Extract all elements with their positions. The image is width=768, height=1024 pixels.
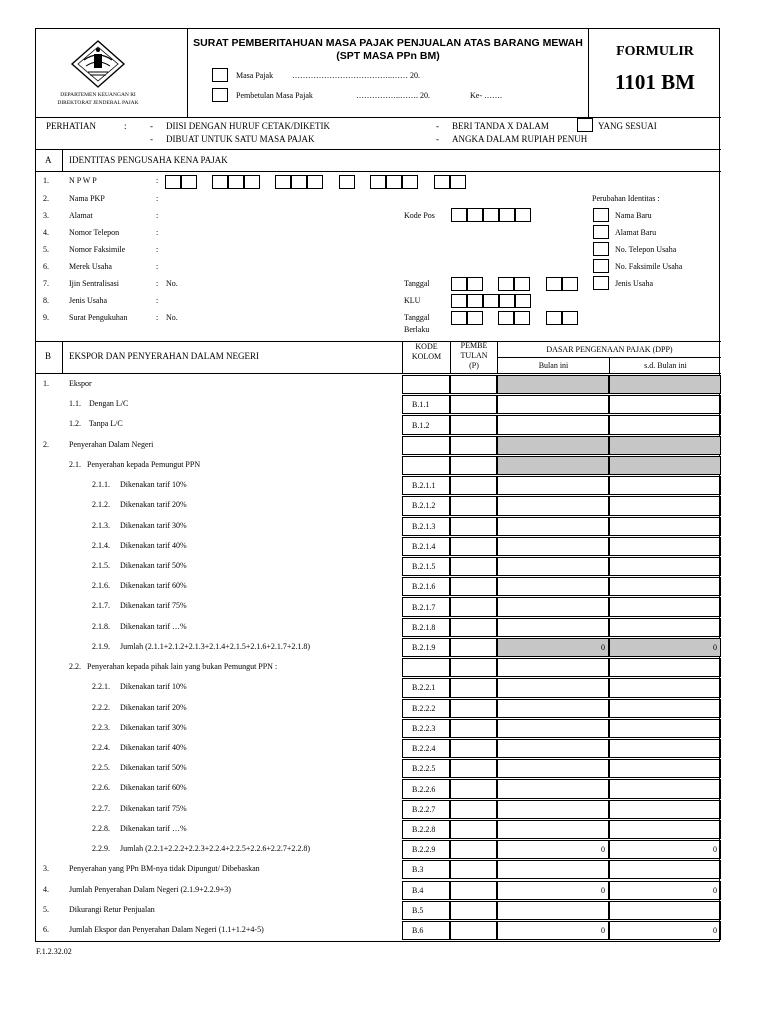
field-colon: :: [156, 228, 159, 237]
digit-box[interactable]: [467, 208, 483, 222]
field-input[interactable]: [166, 260, 396, 273]
kode-kolom-cell: B.2.1.5: [402, 557, 450, 576]
dpp-bulan-ini-cell[interactable]: [497, 456, 609, 475]
tanggal-berlaku-label-2: Berlaku: [404, 325, 430, 334]
field-label: Merek Usaha: [69, 262, 112, 271]
kode-kolom-cell: B.2.2.2: [402, 699, 450, 718]
pembetulan-cell[interactable]: [450, 881, 497, 900]
kode-kolom-cell: [402, 436, 450, 455]
kode-kolom-cell: B.3: [402, 860, 450, 879]
dpp-bulan-ini-cell[interactable]: [497, 577, 609, 596]
row-number: 6.: [43, 262, 49, 271]
row-label: 2.1.8. Dikenakan tarif …%: [92, 621, 187, 631]
row-label: Penyerahan yang PPn BM-nya tidak Dipungut/ Dibebaskan: [69, 864, 260, 874]
dpp-sd-bulan-ini-cell[interactable]: [609, 415, 721, 434]
dpp-sd-bulan-ini-cell[interactable]: [609, 375, 721, 394]
digit-box[interactable]: [451, 294, 467, 308]
row-label: Dikurangi Retur Penjualan: [69, 904, 155, 914]
dpp-sd-bulan-ini-cell[interactable]: [609, 618, 721, 637]
dpp-bulan-ini-cell[interactable]: [497, 800, 609, 819]
kode-kolom-cell: B.2.2.8: [402, 820, 450, 839]
pembetulan-header-3: (P): [469, 361, 479, 370]
example-checkbox: [577, 118, 593, 132]
dpp-bulan-ini-cell[interactable]: 0: [497, 881, 609, 900]
dpp-bulan-ini-cell[interactable]: [497, 901, 609, 920]
digit-box[interactable]: [546, 311, 562, 325]
digit-box[interactable]: [515, 208, 531, 222]
row-number: 5.: [43, 245, 49, 254]
row-number: 3.: [43, 211, 49, 220]
pembetulan-cell[interactable]: [450, 840, 497, 859]
dpp-sd-bulan-ini-cell[interactable]: [609, 537, 721, 556]
logo-caption-1: DEPARTEMEN KEUANGAN RI: [60, 92, 136, 98]
digit-box[interactable]: [546, 277, 562, 291]
pembetulan-cell[interactable]: [450, 860, 497, 879]
row-label: 2.1.6. Dikenakan tarif 60%: [92, 581, 187, 591]
dpp-sd-bulan-ini-cell[interactable]: [609, 597, 721, 616]
field-label: Alamat: [69, 211, 93, 220]
dpp-sd-bulan-ini-cell[interactable]: [609, 901, 721, 920]
masa-pajak-field[interactable]: ………………………………..…… 20.: [292, 71, 420, 80]
pembetulan-header: PEMBE: [460, 341, 488, 350]
sd-bulan-ini-header: s.d. Bulan ini: [644, 361, 687, 370]
row-number: 4.: [43, 228, 49, 237]
digit-box[interactable]: [467, 294, 483, 308]
notice-item-1: DIISI DENGAN HURUF CETAK/DIKETIK: [166, 121, 331, 131]
digit-box[interactable]: [514, 277, 530, 291]
notice-item-3: BERI TANDA X DALAM: [452, 121, 549, 131]
tanggal-label: Tanggal: [404, 279, 430, 288]
dpp-bulan-ini-cell[interactable]: [497, 860, 609, 879]
digit-box[interactable]: [370, 175, 386, 189]
pembetulan-cell[interactable]: [450, 921, 497, 940]
tanggal-berlaku-label: Tanggal: [404, 313, 430, 322]
field-colon: :: [156, 194, 159, 203]
field-input[interactable]: [166, 226, 396, 239]
row-number: 8.: [43, 296, 49, 305]
kode-kolom-cell: B.2.2.4: [402, 739, 450, 758]
pembetulan-cell[interactable]: [450, 800, 497, 819]
row-label: 2.2.1. Dikenakan tarif 10%: [92, 682, 187, 692]
notice-item-3b: YANG SESUAI: [598, 121, 657, 131]
row-number: 2.: [43, 194, 49, 203]
pembetulan-cell[interactable]: [450, 618, 497, 637]
pembetulan-cell[interactable]: [450, 375, 497, 394]
row-label: 2.2. Penyerahan kepada pihak lain yang bukan Pemungut PPN :: [69, 662, 278, 672]
digit-box[interactable]: [212, 175, 228, 189]
kode-kolom-cell: B.5: [402, 901, 450, 920]
dpp-sd-bulan-ini-cell[interactable]: [609, 800, 721, 819]
digit-box[interactable]: [451, 208, 467, 222]
perubahan-checkbox[interactable]: [593, 225, 609, 239]
digit-box[interactable]: [228, 175, 244, 189]
dpp-bulan-ini-cell[interactable]: [497, 658, 609, 677]
perubahan-label: Nama Baru: [615, 211, 652, 220]
digit-box[interactable]: [498, 277, 514, 291]
kode-kolom-cell: B.1.1: [402, 395, 450, 414]
pembetulan-header-2: TULAN: [460, 351, 488, 360]
dpp-bulan-ini-cell[interactable]: [497, 415, 609, 434]
pembetulan-cell[interactable]: [450, 496, 497, 515]
digit-box[interactable]: [434, 175, 450, 189]
dpp-sd-bulan-ini-cell[interactable]: 0: [609, 881, 721, 900]
dpp-bulan-ini-cell[interactable]: [497, 395, 609, 414]
divider: [497, 357, 721, 358]
kode-kolom-cell: B.2.1.9: [402, 638, 450, 657]
digit-box[interactable]: [450, 175, 466, 189]
divider: [35, 373, 721, 374]
digit-box[interactable]: [386, 175, 402, 189]
field-label: Nomor Telepon: [69, 228, 120, 237]
pembetulan-ke-field[interactable]: Ke- …….: [470, 91, 502, 100]
dpp-sd-bulan-ini-cell[interactable]: [609, 517, 721, 536]
row-label: Jumlah Ekspor dan Penyerahan Dalam Negeri (1.1+1.2+4-5): [69, 924, 264, 934]
perubahan-checkbox[interactable]: [593, 276, 609, 290]
notice-dash: -: [150, 134, 153, 144]
kode-kolom-header-2: KOLOM: [411, 352, 442, 361]
kode-kolom-cell: B.1.2: [402, 415, 450, 434]
row-label: Jumlah Penyerahan Dalam Negeri (2.1.9+2.2.9+3): [69, 884, 231, 894]
perubahan-identitas-title: Perubahan Identitas :: [592, 194, 660, 203]
kode-kolom-cell: B.2.2.6: [402, 779, 450, 798]
pembetulan-cell[interactable]: [450, 597, 497, 616]
kode-pos-label: Kode Pos: [404, 211, 435, 220]
dpp-bulan-ini-cell[interactable]: [497, 759, 609, 778]
row-label: Ekspor: [69, 379, 92, 388]
dpp-sd-bulan-ini-cell[interactable]: [609, 395, 721, 414]
field-colon: :: [156, 296, 159, 305]
digit-box[interactable]: [402, 175, 418, 189]
field-input[interactable]: [166, 192, 396, 205]
perubahan-label: Jenis Usaha: [615, 279, 653, 288]
row-number: 7.: [43, 279, 49, 288]
digit-box[interactable]: [483, 208, 499, 222]
divider: [35, 341, 721, 342]
form-code: 1101 BM: [615, 70, 695, 94]
digit-box[interactable]: [467, 311, 483, 325]
form-reference: F.1.2.32.02: [36, 947, 72, 956]
perubahan-label: No. Faksimile Usaha: [615, 262, 683, 271]
perubahan-checkbox[interactable]: [593, 208, 609, 222]
digit-box[interactable]: [339, 175, 355, 189]
row-label: 2.1. Penyerahan kepada Pemungut PPN: [69, 459, 201, 469]
divider: [62, 341, 63, 373]
pembetulan-cell[interactable]: [450, 779, 497, 798]
field-colon: :: [156, 262, 159, 271]
dpp-bulan-ini-cell[interactable]: 0: [497, 840, 609, 859]
dpp-bulan-ini-cell[interactable]: [497, 739, 609, 758]
row-number: 4.: [43, 884, 49, 894]
dpp-bulan-ini-cell[interactable]: [497, 678, 609, 697]
kode-kolom-cell: B.2.1.1: [402, 476, 450, 495]
kode-kolom-cell: B.2.2.5: [402, 759, 450, 778]
digit-box[interactable]: [483, 294, 499, 308]
pembetulan-cell[interactable]: [450, 476, 497, 495]
pembetulan-cell[interactable]: [450, 901, 497, 920]
no-label: No.: [166, 313, 178, 322]
field-colon: :: [156, 176, 159, 185]
digit-box[interactable]: [514, 311, 530, 325]
dpp-sd-bulan-ini-cell[interactable]: [609, 779, 721, 798]
pembetulan-cell[interactable]: [450, 517, 497, 536]
dpp-sd-bulan-ini-cell[interactable]: [609, 719, 721, 738]
notice-colon: :: [124, 121, 127, 131]
row-number: 1.: [43, 176, 49, 185]
notice-dash: -: [150, 121, 153, 131]
kode-kolom-cell: B.2.2.7: [402, 800, 450, 819]
divider: [35, 117, 721, 118]
pembetulan-field[interactable]: ……………..……. 20.: [356, 91, 430, 100]
field-colon: :: [156, 245, 159, 254]
dpp-sd-bulan-ini-cell[interactable]: [609, 456, 721, 475]
kode-kolom-cell: B.2.2.9: [402, 840, 450, 859]
field-label: Jenis Usaha: [69, 296, 107, 305]
dpp-bulan-ini-cell[interactable]: [497, 719, 609, 738]
pembetulan-cell[interactable]: [450, 557, 497, 576]
dpp-sd-bulan-ini-cell[interactable]: [609, 739, 721, 758]
pembetulan-cell[interactable]: [450, 537, 497, 556]
dpp-sd-bulan-ini-cell[interactable]: [609, 820, 721, 839]
pembetulan-cell[interactable]: [450, 638, 497, 657]
dpp-sd-bulan-ini-cell[interactable]: [609, 577, 721, 596]
row-label: 2.1.1. Dikenakan tarif 10%: [92, 480, 187, 490]
row-label: Penyerahan Dalam Negeri: [69, 439, 154, 449]
digit-box[interactable]: [562, 277, 578, 291]
dpp-bulan-ini-cell[interactable]: [497, 597, 609, 616]
garuda-emblem-icon: [62, 38, 134, 90]
kode-kolom-cell: B.2.1.6: [402, 577, 450, 596]
digit-box[interactable]: [244, 175, 260, 189]
pembetulan-cell[interactable]: [450, 456, 497, 475]
dpp-sd-bulan-ini-cell[interactable]: [609, 476, 721, 495]
kode-kolom-cell: [402, 456, 450, 475]
digit-box[interactable]: [181, 175, 197, 189]
dpp-bulan-ini-cell[interactable]: [497, 496, 609, 515]
dpp-bulan-ini-cell[interactable]: 0: [497, 921, 609, 940]
pembetulan-cell[interactable]: [450, 577, 497, 596]
perubahan-checkbox[interactable]: [593, 242, 609, 256]
field-label: Nama PKP: [69, 194, 105, 203]
kode-kolom-cell: [402, 375, 450, 394]
dpp-bulan-ini-cell[interactable]: 0: [497, 638, 609, 657]
row-number: 6.: [43, 924, 49, 934]
dpp-sd-bulan-ini-cell[interactable]: [609, 860, 721, 879]
row-number: 2.: [43, 439, 49, 449]
dpp-bulan-ini-cell[interactable]: [497, 517, 609, 536]
field-label: Nomor Faksimile: [69, 245, 126, 254]
digit-box[interactable]: [291, 175, 307, 189]
kode-kolom-cell: B.2.2.1: [402, 678, 450, 697]
pembetulan-cell[interactable]: [450, 759, 497, 778]
row-label: 2.1.7. Dikenakan tarif 75%: [92, 601, 187, 611]
logo-caption-2: DIREKTORAT JENDERAL PAJAK: [57, 100, 139, 106]
kode-kolom-cell: B.4: [402, 881, 450, 900]
kode-kolom-cell: B.2.1.3: [402, 517, 450, 536]
pembetulan-cell[interactable]: [450, 719, 497, 738]
pembetulan-cell[interactable]: [450, 699, 497, 718]
form-title: SURAT PEMBERITAHUAN MASA PAJAK PENJUALAN ATAS BARANG MEWAH: [193, 37, 583, 49]
field-label: Ijin Sentralisasi: [69, 279, 119, 288]
section-a-letter: A: [45, 155, 52, 165]
row-label: 2.1.2. Dikenakan tarif 20%: [92, 500, 187, 510]
row-label: 2.1.3. Dikenakan tarif 30%: [92, 520, 187, 530]
row-label: 1.1. Dengan L/C: [69, 399, 129, 409]
pembetulan-cell[interactable]: [450, 436, 497, 455]
dpp-bulan-ini-cell[interactable]: [497, 537, 609, 556]
digit-box[interactable]: [499, 208, 515, 222]
row-label: 2.2.7. Dikenakan tarif 75%: [92, 803, 187, 813]
row-number: 1.: [43, 379, 49, 388]
dpp-bulan-ini-cell[interactable]: [497, 375, 609, 394]
digit-box[interactable]: [498, 311, 514, 325]
dpp-bulan-ini-cell[interactable]: [497, 779, 609, 798]
pembetulan-cell[interactable]: [450, 678, 497, 697]
row-label: 2.2.3. Dikenakan tarif 30%: [92, 722, 187, 732]
pembetulan-label: Pembetulan Masa Pajak: [236, 91, 313, 100]
field-colon: :: [156, 279, 159, 288]
row-label: 2.2.9. Jumlah (2.2.1+2.2.2+2.2.3+2.2.4+2.2.5+2.2.6+2.2.7+2.2.8): [92, 844, 311, 854]
dpp-sd-bulan-ini-cell[interactable]: 0: [609, 921, 721, 940]
row-label: 2.1.4. Dikenakan tarif 40%: [92, 540, 187, 550]
digit-box[interactable]: [165, 175, 181, 189]
no-label: No.: [166, 279, 178, 288]
pembetulan-cell[interactable]: [450, 415, 497, 434]
notice-item-2: DIBUAT UNTUK SATU MASA PAJAK: [166, 134, 315, 144]
row-number: 3.: [43, 864, 49, 874]
dpp-sd-bulan-ini-cell[interactable]: [609, 496, 721, 515]
dpp-bulan-ini-cell[interactable]: [497, 557, 609, 576]
pembetulan-cell[interactable]: [450, 395, 497, 414]
dpp-sd-bulan-ini-cell[interactable]: [609, 658, 721, 677]
notice-item-4: ANGKA DALAM RUPIAH PENUH: [452, 134, 588, 144]
kode-kolom-cell: B.2.1.7: [402, 597, 450, 616]
kode-kolom-cell: B.2.1.2: [402, 496, 450, 515]
kode-kolom-header: KODE: [415, 342, 438, 351]
row-number: 5.: [43, 904, 49, 914]
notice-dash: -: [436, 121, 439, 131]
dpp-bulan-ini-cell[interactable]: [497, 820, 609, 839]
row-label: 2.1.5. Dikenakan tarif 50%: [92, 560, 187, 570]
bulan-ini-header: Bulan ini: [538, 361, 569, 370]
divider: [35, 149, 721, 150]
digit-box[interactable]: [451, 277, 467, 291]
form-subtitle: (SPT MASA PPn BM): [336, 50, 440, 62]
field-label: N P W P: [69, 176, 97, 185]
row-label: 2.2.5. Dikenakan tarif 50%: [92, 763, 187, 773]
digit-box[interactable]: [451, 311, 467, 325]
dpp-bulan-ini-cell[interactable]: [497, 699, 609, 718]
row-label: 1.2. Tanpa L/C: [69, 419, 123, 429]
masa-pajak-label: Masa Pajak: [236, 71, 274, 80]
perubahan-label: Alamat Baru: [615, 228, 657, 237]
dpp-bulan-ini-cell[interactable]: [497, 436, 609, 455]
digit-box[interactable]: [499, 294, 515, 308]
section-b-letter: B: [45, 351, 52, 361]
kode-kolom-cell: B.2.2.3: [402, 719, 450, 738]
digit-box[interactable]: [275, 175, 291, 189]
field-label: Surat Pengukuhan: [69, 313, 128, 322]
kode-kolom-cell: B.2.1.4: [402, 537, 450, 556]
dpp-sd-bulan-ini-cell[interactable]: [609, 436, 721, 455]
dpp-bulan-ini-cell[interactable]: [497, 618, 609, 637]
perubahan-label: No. Telepon Usaha: [615, 245, 677, 254]
divider: [62, 149, 63, 171]
dpp-header: DASAR PENGENAAN PAJAK (DPP): [546, 345, 673, 354]
divider: [35, 171, 721, 172]
klu-label: KLU: [404, 296, 421, 305]
masa-pajak-checkbox[interactable]: [212, 68, 228, 82]
row-label: 2.1.9. Jumlah (2.1.1+2.1.2+2.1.3+2.1.4+2.1.5+2.1.6+2.1.7+2.1.8): [92, 641, 311, 651]
row-label: 2.2.2. Dikenakan tarif 20%: [92, 702, 187, 712]
notice-label: PERHATIAN: [46, 121, 97, 131]
digit-box[interactable]: [515, 294, 531, 308]
dpp-sd-bulan-ini-cell[interactable]: [609, 557, 721, 576]
pembetulan-cell[interactable]: [450, 658, 497, 677]
kode-kolom-cell: B.6: [402, 921, 450, 940]
digit-box[interactable]: [562, 311, 578, 325]
section-a-title: IDENTITAS PENGUSAHA KENA PAJAK: [69, 155, 228, 165]
dpp-sd-bulan-ini-cell[interactable]: 0: [609, 638, 721, 657]
dpp-sd-bulan-ini-cell[interactable]: 0: [609, 840, 721, 859]
pembetulan-cell[interactable]: [450, 739, 497, 758]
dpp-bulan-ini-cell[interactable]: [497, 476, 609, 495]
dpp-sd-bulan-ini-cell[interactable]: [609, 699, 721, 718]
notice-dash: -: [436, 134, 439, 144]
field-colon: :: [156, 211, 159, 220]
pembetulan-checkbox[interactable]: [212, 88, 228, 102]
field-colon: :: [156, 313, 159, 322]
field-input[interactable]: [166, 243, 396, 256]
kode-kolom-cell: [402, 658, 450, 677]
kode-kolom-cell: B.2.1.8: [402, 618, 450, 637]
digit-box[interactable]: [467, 277, 483, 291]
row-label: 2.2.6. Dikenakan tarif 60%: [92, 783, 187, 793]
perubahan-checkbox[interactable]: [593, 259, 609, 273]
formulir-label: FORMULIR: [616, 44, 694, 59]
row-number: 9.: [43, 313, 49, 322]
dpp-sd-bulan-ini-cell[interactable]: [609, 678, 721, 697]
row-label: 2.2.4. Dikenakan tarif 40%: [92, 742, 187, 752]
section-b-title: EKSPOR DAN PENYERAHAN DALAM NEGERI: [69, 351, 260, 361]
dpp-sd-bulan-ini-cell[interactable]: [609, 759, 721, 778]
pembetulan-cell[interactable]: [450, 820, 497, 839]
field-input[interactable]: [166, 209, 396, 222]
digit-box[interactable]: [307, 175, 323, 189]
row-label: 2.2.8. Dikenakan tarif …%: [92, 823, 187, 833]
